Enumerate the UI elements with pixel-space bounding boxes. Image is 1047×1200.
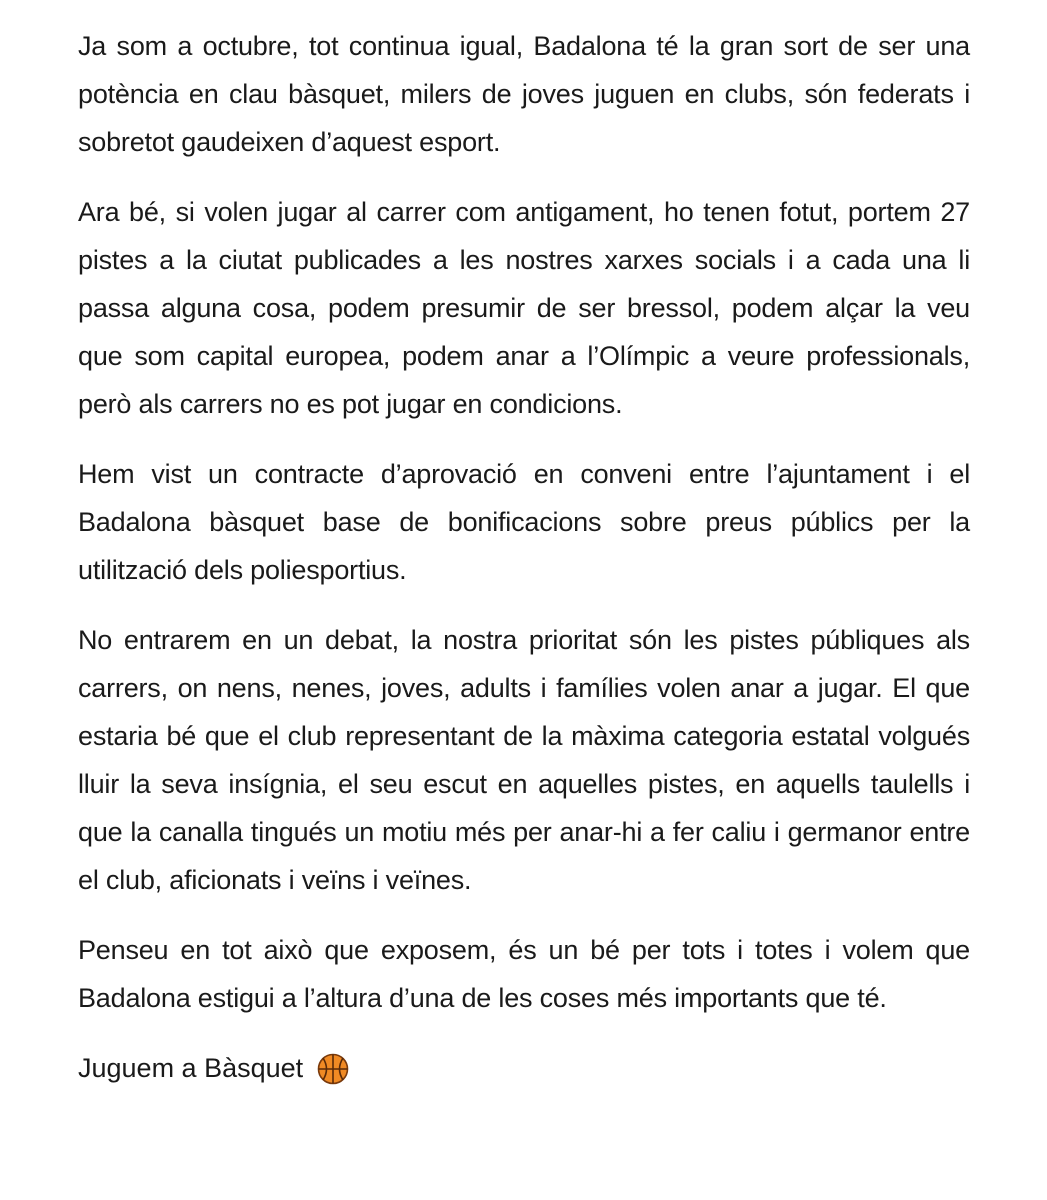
paragraph-2: Ara bé, si volen jugar al carrer com antigament, ho tenen fotut, portem 27 pistes a la ciutat publicades a les nostres xarxes socials i a cada una li passa alguna cosa, podem presumir de ser bressol, podem alçar la veu que som capital europea, podem anar a l’Olímpic a veure professionals, però als carrers no es pot jugar en condicions.	[78, 197, 970, 419]
paragraph-5: Penseu en tot això que exposem, és un bé per tots i totes i volem que Badalona estigui a l’altura d’una de les coses més importants que té.	[78, 935, 970, 1013]
document-body	[78, 22, 970, 1092]
paragraph-4: No entrarem en un debat, la nostra prioritat són les pistes públiques als carrers, on nens, nenes, joves, adults i famílies volen anar a jugar. El que estaria bé que el club representant de la màxima categoria estatal volgués lluir la seva insígnia, el seu escut en aquelles pistes, en aquells taulells i que la canalla tingués un motiu més per anar-hi a fer caliu i germanor entre el club, aficionats i veïns i veïnes.	[78, 625, 970, 895]
signoff-text: Juguem a Bàsquet	[78, 1053, 304, 1083]
signoff-line	[78, 1044, 970, 1092]
basketball-icon	[317, 1052, 349, 1084]
paragraph-3: Hem vist un contracte d’aprovació en conveni entre l’ajuntament i el Badalona bàsquet base de bonificacions sobre preus públics per la utilització dels poliesportius.	[78, 459, 970, 585]
paragraph-1: Ja som a octubre, tot continua igual, Badalona té la gran sort de ser una potència en clau bàsquet, milers de joves juguen en clubs, són federats i sobretot gaudeixen d’aquest esport.	[78, 31, 970, 157]
